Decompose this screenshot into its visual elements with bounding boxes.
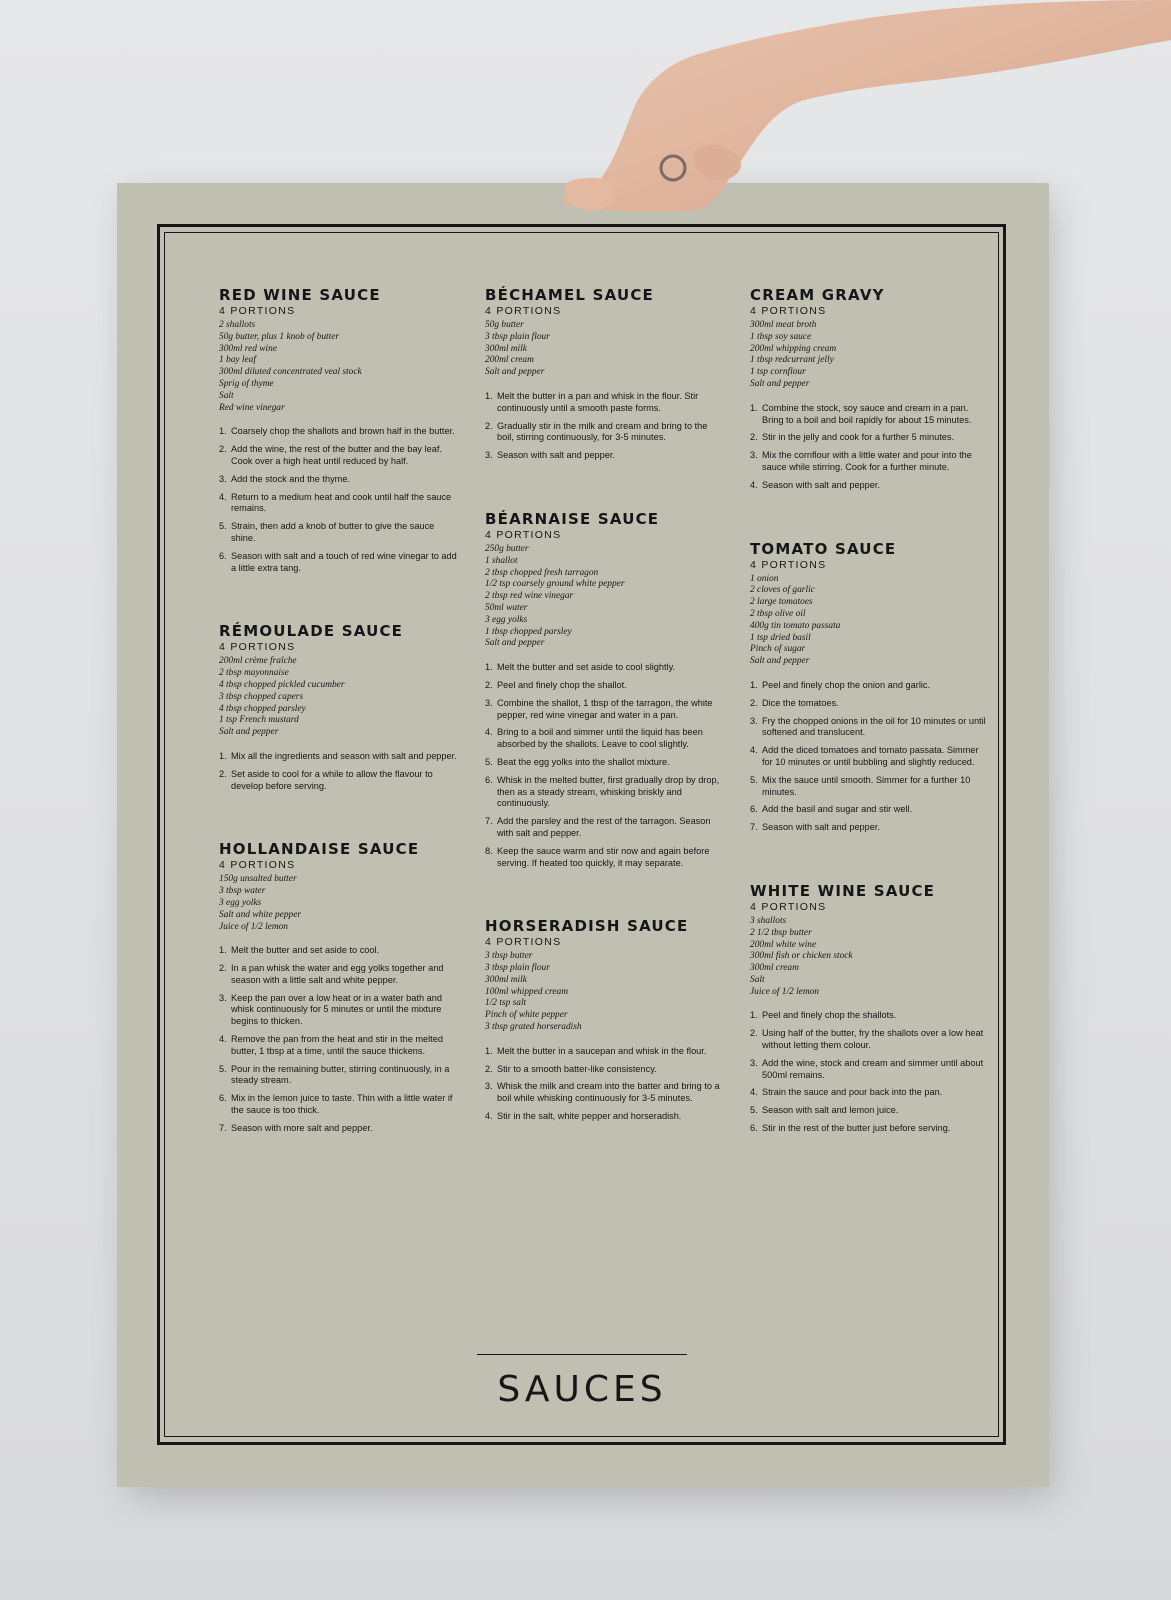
step-text: Peel and finely chop the shallots. — [762, 1010, 897, 1021]
step-text: Mix the sauce until smooth. Simmer for a further 10 minutes. — [762, 774, 971, 797]
recipe-red-wine-sauce — [219, 286, 459, 574]
step-text: Combine the shallot, 1 tbsp of the tarragon, the white pepper, red wine vinegar and water in a pan. — [497, 697, 713, 720]
step-number: 1. — [219, 750, 227, 761]
method-steps — [485, 1046, 725, 1123]
method-step — [750, 822, 990, 834]
step-number: 2. — [219, 963, 227, 974]
ingredient-item: Salt and pepper — [219, 727, 279, 738]
ingredient-item: 3 tbsp grated horseradish — [485, 1022, 582, 1033]
step-text: Stir to a smooth batter-like consistency. — [497, 1063, 657, 1074]
recipe-column-2 — [485, 286, 725, 1171]
ingredient-item: Pinch of white pepper — [485, 1010, 568, 1021]
method-step — [750, 680, 990, 692]
step-text: Season with salt and pepper. — [762, 822, 880, 833]
step-text: Peel and finely chop the onion and garlic. — [762, 679, 931, 690]
method-steps — [485, 662, 725, 869]
step-text: Add the stock and the thyme. — [231, 473, 350, 484]
step-text: Add the basil and sugar and stir well. — [762, 804, 913, 815]
ingredient-item: 200ml cream — [485, 355, 534, 366]
step-text: Set aside to cool for a while to allow the flavour to develop before serving. — [231, 768, 433, 791]
method-steps — [750, 680, 990, 834]
step-number: 1. — [485, 662, 493, 673]
ingredient-list — [750, 320, 990, 391]
recipe-column-1 — [219, 286, 459, 1183]
step-number: 6. — [750, 1123, 758, 1134]
step-number: 2. — [750, 432, 758, 443]
step-number: 2. — [219, 768, 227, 779]
method-step — [485, 727, 725, 751]
step-text: In a pan whisk the water and egg yolks together and season with a little salt and white pepper. — [231, 963, 444, 985]
recipe-horseradish-sauce — [485, 917, 725, 1123]
method-step — [750, 480, 990, 492]
step-text: Season with more salt and pepper. — [231, 1122, 373, 1133]
recipe-title: RED WINE SAUCE — [219, 286, 381, 304]
method-step — [485, 775, 725, 810]
step-number: 4. — [750, 1087, 758, 1098]
step-number: 3. — [485, 450, 493, 461]
step-number: 3. — [219, 992, 227, 1003]
arm-shape — [563, 0, 1171, 211]
step-number: 4. — [219, 1034, 227, 1045]
step-text: Melt the butter in a pan and whisk in the flour. Stir continuously until a smooth paste forms. — [497, 390, 699, 413]
step-number: 2. — [485, 679, 493, 690]
method-step — [485, 1046, 725, 1058]
step-number: 8. — [485, 845, 493, 856]
ingredient-item: 4 tbsp chopped pickled cucumber — [219, 679, 345, 690]
ingredient-item: 200ml white wine — [750, 939, 817, 950]
step-number: 5. — [485, 756, 493, 767]
step-text: Gradually stir in the milk and cream and bring to the boil, stirring continuously, for 3-5 minutes. — [497, 420, 708, 443]
step-number: 6. — [219, 1093, 227, 1104]
recipe-title: RÉMOULADE SAUCE — [219, 622, 404, 641]
ingredient-item: Juice of 1/2 lemon — [219, 921, 288, 932]
step-number: 1. — [750, 1010, 758, 1021]
step-text: Season with salt and pepper. — [762, 479, 880, 490]
step-text: Add the parsley and the rest of the tarragon. Season with salt and pepper. — [497, 816, 711, 838]
ingredient-item: Salt and pepper — [750, 656, 810, 667]
ingredient-item: 1 onion — [750, 573, 779, 584]
ingredient-item: 300ml milk — [485, 974, 527, 985]
recipe-cream-gravy — [750, 286, 990, 492]
method-step — [219, 444, 459, 468]
step-text: Bring to a boil and simmer until the liquid has been absorbed by the shallots. Leave to cool slightly. — [497, 727, 703, 750]
step-number: 3. — [485, 697, 493, 708]
step-number: 5. — [219, 521, 227, 532]
step-text: Strain the sauce and pour back into the pan. — [762, 1087, 943, 1098]
step-number: 5. — [750, 1105, 758, 1116]
ingredient-item: 1 tbsp soy sauce — [750, 331, 812, 342]
step-text: Melt the butter and set aside to cool. — [231, 945, 380, 956]
ingredient-item: 400g tin tomato passata — [750, 620, 841, 631]
step-text: Mix all the ingredients and season with salt and pepper. — [231, 750, 457, 761]
ingredient-item: 3 egg yolks — [485, 614, 528, 625]
method-step — [219, 751, 459, 763]
ingredient-item: 50g butter, plus 1 knob of butter — [219, 331, 340, 342]
method-steps — [219, 426, 459, 574]
ingredient-list — [219, 656, 459, 739]
ingredient-item: Pinch of sugar — [750, 644, 806, 655]
step-text: Keep the sauce warm and stir now and again before serving. If heated too quickly, it may separate. — [497, 845, 710, 868]
ingredient-item: 2 tbsp olive oil — [750, 608, 806, 619]
method-step — [219, 1034, 459, 1058]
method-step — [219, 474, 459, 486]
method-step — [750, 716, 990, 740]
step-text: Melt the butter in a saucepan and whisk in the flour. — [497, 1045, 707, 1056]
ingredient-item: 2 large tomatoes — [750, 597, 813, 608]
recipe-portions: 4 PORTIONS — [485, 528, 562, 541]
ingredient-item: Salt and pepper — [485, 367, 545, 378]
method-step — [219, 551, 459, 575]
method-step — [485, 698, 725, 722]
ingredient-item: 3 tbsp water — [219, 886, 266, 897]
step-text: Mix the cornflour with a little water and pour into the sauce while stirring. Cook for a further minute. — [762, 450, 972, 472]
method-steps — [485, 391, 725, 462]
step-text: Whisk the milk and cream into the batter and bring to a boil while whisking continuously for 3-5 minutes. — [497, 1081, 720, 1104]
recipe-column-3 — [750, 286, 990, 1183]
title-divider — [477, 1354, 687, 1355]
step-number: 6. — [485, 774, 493, 785]
step-text: Melt the butter and set aside to cool slightly. — [497, 662, 676, 673]
step-text: Add the wine, the rest of the butter and the bay leaf. Cook over a high heat until reduced by half. — [231, 444, 442, 466]
ingredient-item: 3 tbsp plain flour — [485, 963, 550, 974]
step-text: Strain, then add a knob of butter to give the sauce shine. — [231, 521, 435, 543]
ingredient-list — [219, 874, 459, 933]
step-number: 4. — [750, 479, 758, 490]
step-text: Season with salt and lemon juice. — [762, 1105, 899, 1116]
method-step — [750, 1123, 990, 1135]
recipe-hollandaise-sauce — [219, 840, 459, 1134]
step-number: 3. — [750, 450, 758, 461]
method-step — [485, 846, 725, 870]
step-number: 3. — [219, 473, 227, 484]
recipe-title: CREAM GRAVY — [750, 286, 885, 304]
method-step — [219, 521, 459, 545]
ingredient-item: 2 tbsp red wine vinegar — [485, 591, 574, 602]
recipe-title: TOMATO SAUCE — [750, 539, 897, 558]
recipe-portions: 4 PORTIONS — [750, 558, 827, 571]
hand-holding-poster — [555, 0, 1171, 225]
method-step — [219, 426, 459, 438]
ingredient-item: Juice of 1/2 lemon — [750, 986, 819, 997]
step-text: Fry the chopped onions in the oil for 10 minutes or until softened and translucent. — [762, 715, 986, 738]
step-number: 4. — [485, 727, 493, 738]
ingredient-item: 1/2 tsp salt — [485, 998, 527, 1009]
ingredient-item: 300ml fish or chicken stock — [750, 951, 853, 962]
method-step — [485, 421, 725, 445]
step-text: Add the wine, stock and cream and simmer until about 500ml remains. — [762, 1057, 984, 1080]
recipe-tomato-sauce — [750, 540, 990, 834]
recipe-portions: 4 PORTIONS — [750, 305, 827, 317]
step-text: Coarsely chop the shallots and brown half in the butter. — [231, 426, 455, 437]
step-number: 3. — [750, 715, 758, 726]
ingredient-item: Salt and pepper — [485, 638, 545, 649]
step-text: Stir in the jelly and cook for a further 5 minutes. — [762, 432, 955, 443]
step-text: Season with salt and pepper. — [497, 450, 615, 461]
ingredient-item: 150g unsalted butter — [219, 874, 297, 885]
method-step — [485, 450, 725, 462]
step-text: Return to a medium heat and cook until half the sauce remains. — [231, 491, 452, 514]
step-text: Remove the pan from the heat and stir in the melted butter, 1 tbsp at a time, until the sauce thickens. — [231, 1034, 443, 1056]
method-step — [750, 775, 990, 799]
step-number: 6. — [750, 804, 758, 815]
method-step — [219, 993, 459, 1028]
method-step — [485, 1064, 725, 1076]
method-step — [219, 1093, 459, 1117]
step-number: 2. — [485, 420, 493, 431]
step-number: 2. — [485, 1063, 493, 1074]
method-step — [485, 1111, 725, 1123]
method-step — [750, 403, 990, 427]
recipe-title: HOLLANDAISE SAUCE — [219, 840, 420, 859]
method-step — [750, 1105, 990, 1117]
method-steps — [750, 403, 990, 492]
recipe-title: BÉARNAISE SAUCE — [485, 509, 660, 528]
ingredient-item: 1/2 tsp coarsely ground white pepper — [485, 579, 625, 590]
recipe-title: HORSERADISH SAUCE — [485, 917, 689, 936]
ingredient-item: Red wine vinegar — [219, 402, 285, 413]
method-steps — [219, 945, 459, 1134]
ingredient-item: 1 tbsp redcurrant jelly — [750, 355, 834, 366]
ingredient-item: 3 tbsp chopped capers — [219, 691, 304, 702]
ingredient-item: Salt and pepper — [750, 378, 810, 389]
ingredient-list — [750, 916, 990, 999]
ingredient-item: 250g butter — [485, 543, 529, 554]
step-text: Peel and finely chop the shallot. — [497, 679, 627, 690]
method-step — [219, 1123, 459, 1135]
step-text: Beat the egg yolks into the shallot mixture. — [497, 756, 670, 767]
step-number: 1. — [219, 426, 227, 437]
ingredient-item: 300ml milk — [485, 343, 527, 354]
method-step — [485, 1081, 725, 1105]
step-text: Using half of the butter, fry the shallots over a low heat without letting them colour. — [762, 1028, 984, 1051]
ingredient-item: 1 tsp dried basil — [750, 632, 811, 643]
ingredient-item: 50g butter — [485, 320, 524, 330]
method-steps — [750, 1010, 990, 1134]
method-step — [750, 432, 990, 444]
step-number: 2. — [750, 1028, 758, 1039]
method-step — [750, 1087, 990, 1099]
method-step — [219, 945, 459, 957]
ingredient-list — [485, 320, 725, 379]
step-number: 3. — [485, 1081, 493, 1092]
step-number: 1. — [485, 1045, 493, 1056]
method-step — [219, 1064, 459, 1088]
recipe-portions: 4 PORTIONS — [485, 936, 562, 949]
ingredient-item: 200ml crème fraîche — [219, 656, 297, 667]
method-step — [485, 757, 725, 769]
recipe-title: BÉCHAMEL SAUCE — [485, 286, 654, 304]
recipe-bechamel-sauce — [485, 286, 725, 462]
ingredient-list — [219, 320, 459, 414]
step-number: 3. — [750, 1057, 758, 1068]
step-number: 6. — [219, 550, 227, 561]
recipe-portions: 4 PORTIONS — [219, 305, 296, 317]
method-step — [750, 698, 990, 710]
ingredient-item: 2 tbsp chopped fresh tarragon — [485, 567, 599, 578]
step-text: Mix in the lemon juice to taste. Thin with a little water if the sauce is too thick. — [231, 1093, 453, 1116]
ingredient-item: 2 tbsp mayonnaise — [219, 668, 289, 679]
step-number: 7. — [750, 822, 758, 833]
ingredient-item: 300ml red wine — [219, 343, 277, 354]
recipe-portions: 4 PORTIONS — [750, 900, 827, 913]
method-step — [750, 450, 990, 474]
step-number: 2. — [750, 697, 758, 708]
ingredient-item: 2 cloves of garlic — [750, 585, 815, 596]
step-text: Add the diced tomatoes and tomato passata. Simmer for 10 minutes or until bubbling and slightly reduced. — [762, 745, 979, 767]
ingredient-item: Salt — [219, 390, 234, 401]
ingredient-item: 3 egg yolks — [219, 897, 262, 908]
ingredient-list — [750, 574, 990, 668]
ingredient-item: Salt — [750, 974, 765, 985]
ingredient-item: 100ml whipped cream — [485, 986, 568, 997]
step-text: Stir in the salt, white pepper and horseradish. — [497, 1111, 682, 1122]
step-text: Keep the pan over a low heat or in a water bath and whisk continuously for 5 minutes or until the mixture begins to thicken. — [231, 992, 442, 1027]
method-step — [485, 391, 725, 415]
ingredient-list — [485, 951, 725, 1034]
step-number: 2. — [219, 444, 227, 455]
method-steps — [219, 751, 459, 792]
step-text: Whisk in the melted butter, first gradually drop by drop, then as a steady stream, whisking briskly and continuously. — [497, 774, 720, 809]
ingredient-item: 300ml cream — [750, 963, 799, 974]
step-text: Stir in the rest of the butter just before serving. — [762, 1123, 951, 1134]
ingredient-item: 300ml meat broth — [750, 320, 817, 330]
step-number: 1. — [750, 679, 758, 690]
ingredient-item: 200ml whipping cream — [750, 343, 837, 354]
ingredient-item: 50ml water — [485, 602, 528, 613]
step-number: 5. — [750, 774, 758, 785]
ingredient-item: 4 tbsp chopped parsley — [219, 703, 306, 714]
step-number: 4. — [219, 491, 227, 502]
method-step — [485, 816, 725, 840]
recipe-portions: 4 PORTIONS — [485, 305, 562, 317]
step-number: 1. — [485, 390, 493, 401]
ingredient-item: 300ml diluted concentrated veal stock — [219, 367, 362, 378]
step-text: Combine the stock, soy sauce and cream in a pan. Bring to a boil and boil rapidly for about 15 minutes. — [762, 402, 972, 425]
method-step — [219, 769, 459, 793]
ingredient-item: Salt and white pepper — [219, 909, 302, 920]
sauces-poster — [117, 183, 1049, 1487]
ingredient-item: 3 tbsp butter — [485, 951, 533, 962]
ingredient-item: 1 shallot — [485, 555, 518, 566]
method-step — [750, 1028, 990, 1052]
recipe-bearnaise-sauce — [485, 510, 725, 869]
step-number: 7. — [219, 1122, 227, 1133]
ingredient-item: 1 tbsp chopped parsley — [485, 626, 572, 637]
recipe-portions: 4 PORTIONS — [219, 641, 296, 654]
method-step — [750, 745, 990, 769]
ingredient-item: 3 tbsp plain flour — [485, 331, 550, 342]
ingredient-item: 1 tsp cornflour — [750, 367, 806, 378]
recipe-remoulade-sauce — [219, 622, 459, 792]
step-number: 5. — [219, 1063, 227, 1074]
method-step — [219, 492, 459, 516]
ingredient-item: 2 shallots — [219, 320, 256, 330]
step-number: 4. — [750, 745, 758, 756]
method-step — [485, 662, 725, 674]
recipe-portions: 4 PORTIONS — [219, 859, 296, 872]
method-step — [485, 680, 725, 692]
ingredient-item: 3 shallots — [750, 915, 787, 926]
step-text: Dice the tomatoes. — [762, 697, 839, 708]
ingredient-item: 1 tsp French mustard — [219, 715, 299, 726]
method-step — [750, 804, 990, 816]
method-step — [750, 1058, 990, 1082]
step-text: Pour in the remaining butter, stirring continuously, in a steady stream. — [231, 1063, 450, 1086]
method-step — [219, 963, 459, 987]
ingredient-item: Sprig of thyme — [219, 378, 274, 389]
step-number: 7. — [485, 816, 493, 827]
step-number: 1. — [750, 402, 758, 413]
recipe-title: WHITE WINE SAUCE — [750, 881, 936, 900]
method-step — [750, 1010, 990, 1022]
step-text: Season with salt and a touch of red wine vinegar to add a little extra tang. — [231, 550, 457, 573]
step-number: 4. — [485, 1111, 493, 1122]
recipe-white-wine-sauce — [750, 882, 990, 1135]
ingredient-item: 1 bay leaf — [219, 355, 256, 366]
ingredient-list — [485, 544, 725, 650]
ingredient-item: 2 1/2 tbsp butter — [750, 927, 812, 938]
step-number: 1. — [219, 945, 227, 956]
poster-title: SAUCES — [497, 1369, 667, 1410]
